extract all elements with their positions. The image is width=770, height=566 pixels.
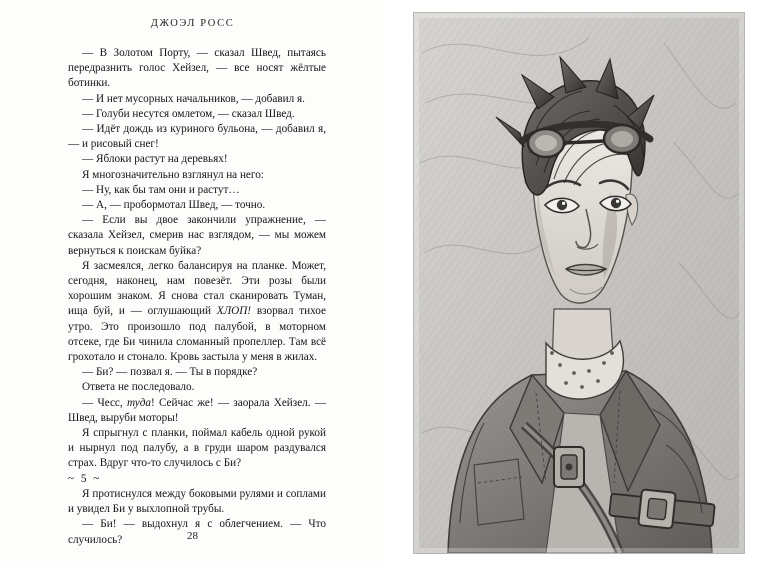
body-text-column	[68, 46, 326, 548]
portrait-drawing-icon	[414, 13, 744, 553]
paragraph: Я многозначительно взглянул на него:	[82, 168, 264, 181]
right-illustration-page	[385, 0, 770, 566]
paragraph: Я засмеялся, легко балансируя на планке. Может, сегодня, наконец, нам повезёт. Эти розы были хорошим знаком. Я снова стал сканировать Туман, ища буй, и — оглушающий ХЛОП! взорвал тихое утро. Это произошло под палубой, в моторном отсеке, где Би чинила сломанный пропеллер. Там всё грохотало и стонало. Кровь застыла у меня в жилах.	[68, 259, 326, 364]
paragraph: Ответа не последовало.	[82, 381, 195, 394]
paragraph: Я спрыгнул с планки, поймал кабель одной рукой и нырнул под палубу, а в груди шаром раздувался страх. Вдруг что-то случилось с Би?	[68, 427, 326, 470]
paragraph: — Голуби несутся омлетом, — сказал Швед.	[82, 107, 295, 120]
section-break-ornament: ~ 5 ~	[68, 472, 102, 485]
paragraph: — Яблоки растут на деревьях!	[82, 153, 228, 166]
paragraph: — Би? — позвал я. — Ты в порядке?	[82, 366, 258, 379]
paragraph: — В Золотом Порту, — сказал Швед, пытаясь передразнить голос Хейзел, — все носят жёлтые ботинки.	[68, 47, 326, 90]
paragraph: — И нет мусорных начальников, — добавил я.	[82, 92, 305, 105]
buckle-shape	[554, 447, 584, 487]
running-head: ДЖОЭЛ РОСС	[150, 18, 235, 29]
illustration-portrait	[413, 12, 745, 554]
paragraph: — Идёт дождь из куриного бульона, — добавил я, — и рисовый снег!	[68, 123, 326, 151]
paragraph: — Ну, как бы там они и растут…	[82, 183, 240, 196]
paragraph: — Би! — выдохнул я с облегчением. — Что случилось?	[68, 518, 326, 546]
paragraph: Я протиснулся между боковыми рулями и соплами и увидел Би у выхлопной трубы.	[68, 487, 326, 516]
paragraph: — Если вы двое закончили упражнение, — сказала Хейзел, смерив нас взглядом, — мы можем вернуться к поискам буйка?	[68, 214, 326, 257]
paragraph: — А, — пробормотал Швед, — точно.	[82, 199, 266, 212]
paragraph: — Чесс, туда! Сейчас же! — заорала Хейзел. — Швед, выруби моторы!	[68, 396, 327, 424]
page-number: 28	[187, 530, 198, 542]
